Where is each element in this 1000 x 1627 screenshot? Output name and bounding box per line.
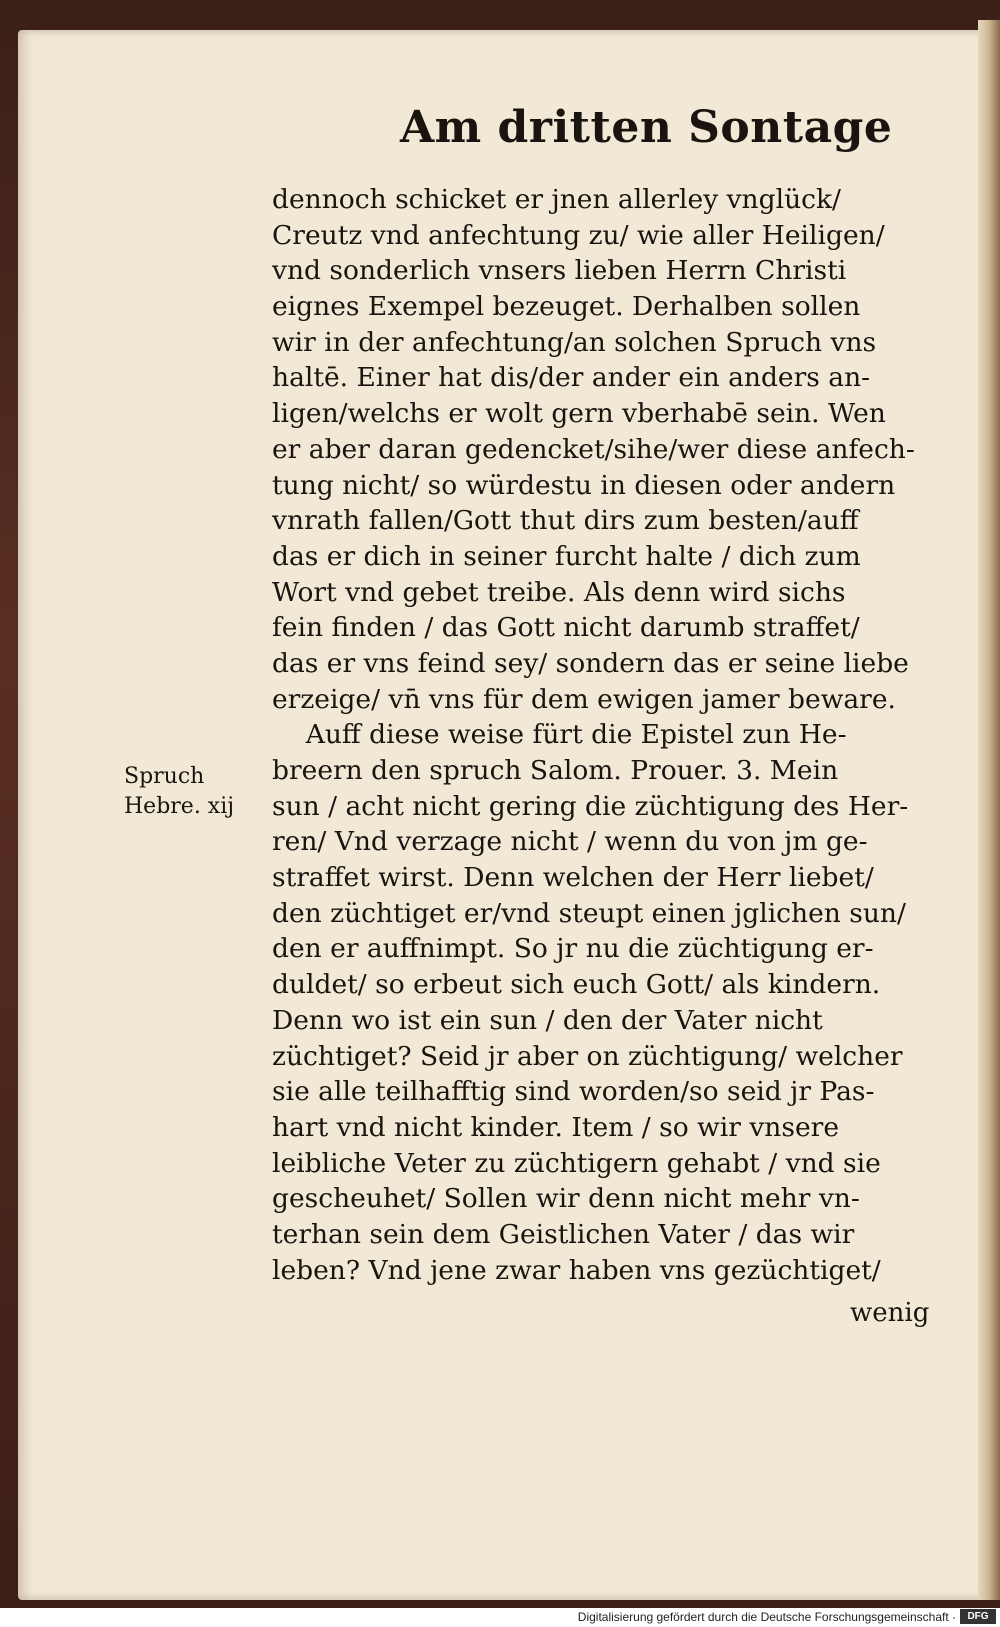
funding-credit: Digitalisierung gefördert durch die Deutsche Forschungsgemeinschaft · [577, 1610, 956, 1624]
text-line: ligen/welchs er wolt gern vberhabē sein. Wen [272, 398, 886, 430]
text-line: fein finden / das Gott nicht darumb straffet/ [272, 612, 860, 644]
text-line: tung nicht/ so würdestu in diesen oder andern [272, 469, 896, 501]
text-line: hart vnd nicht kinder. Item / so wir vnsere [272, 1111, 840, 1143]
marginal-note-line: Hebre. xij [124, 794, 235, 819]
text-line: wir in der anfechtung/an solchen Spruch vns [272, 326, 877, 358]
text-line: Auff diese weise fürt die Epistel zun He- [272, 719, 847, 751]
dfg-logo: DFG [960, 1609, 996, 1624]
text-line: das er vns feind sey/ sondern das er seine liebe [272, 647, 909, 679]
text-line: haltē. Einer hat dis/der ander ein anders an- [272, 362, 871, 394]
marginal-note [124, 762, 264, 822]
text-line: duldet/ so erbeut sich euch Gott/ als kindern. [272, 969, 881, 1001]
marginal-note-line: Spruch [124, 764, 205, 789]
text-line: terhan sein dem Geistlichen Vater / das wir [272, 1218, 855, 1250]
text-line: züchtiget? Seid jr aber on züchtigung/ welcher [272, 1040, 903, 1072]
text-line: er aber daran gedencket/sihe/wer diese anfech- [272, 433, 915, 465]
text-line: leibliche Veter zu züchtigern gehabt / vnd sie [272, 1147, 881, 1179]
text-line: vnrath fallen/Gott thut dirs zum besten/auff [272, 505, 859, 537]
text-line: Creutz vnd anfechtung zu/ wie aller Heiligen/ [272, 219, 885, 251]
text-line: erzeige/ vn̄ vns für dem ewigen jamer beware. [272, 683, 896, 715]
text-line: eignes Exempel bezeuget. Derhalben sollen [272, 291, 861, 323]
text-line: vnd sonderlich vnsers lieben Herrn Christi [272, 255, 847, 287]
text-line: sun / acht nicht gering die züchtigung des Her- [272, 790, 909, 822]
text-line: Wort vnd gebet treibe. Als denn wird sichs [272, 576, 846, 608]
text-line: leben? Vnd jene zwar haben vns gezüchtiget/ [272, 1254, 881, 1286]
page-edge [978, 20, 1000, 1600]
text-line: den züchtiget er/vnd steupt einen jglichen sun/ [272, 897, 906, 929]
text-line: gescheuhet/ Sollen wir denn nicht mehr vn- [272, 1183, 860, 1215]
text-line: straffet wirst. Denn welchen der Herr liebet/ [272, 862, 874, 894]
text-line: den er auffnimpt. So jr nu die züchtigung er- [272, 933, 874, 965]
text-line: sie alle teilhafftig sind worden/so seid jr Pas- [272, 1076, 875, 1108]
body-text [272, 182, 972, 1288]
text-line: dennoch schicket er jnen allerley vnglück/ [272, 184, 841, 215]
text-line: Denn wo ist ein sun / den der Vater nicht [272, 1004, 823, 1036]
text-line: das er dich in seiner furcht halte / dich zum [272, 540, 861, 572]
text-line: ren/ Vnd verzage nicht / wenn du von jm ge- [272, 826, 868, 858]
catchword: wenig [850, 1298, 930, 1328]
text-line: breern den spruch Salom. Prouer. 3. Mein [272, 755, 839, 786]
running-heading: Am dritten Sontage [400, 102, 893, 153]
